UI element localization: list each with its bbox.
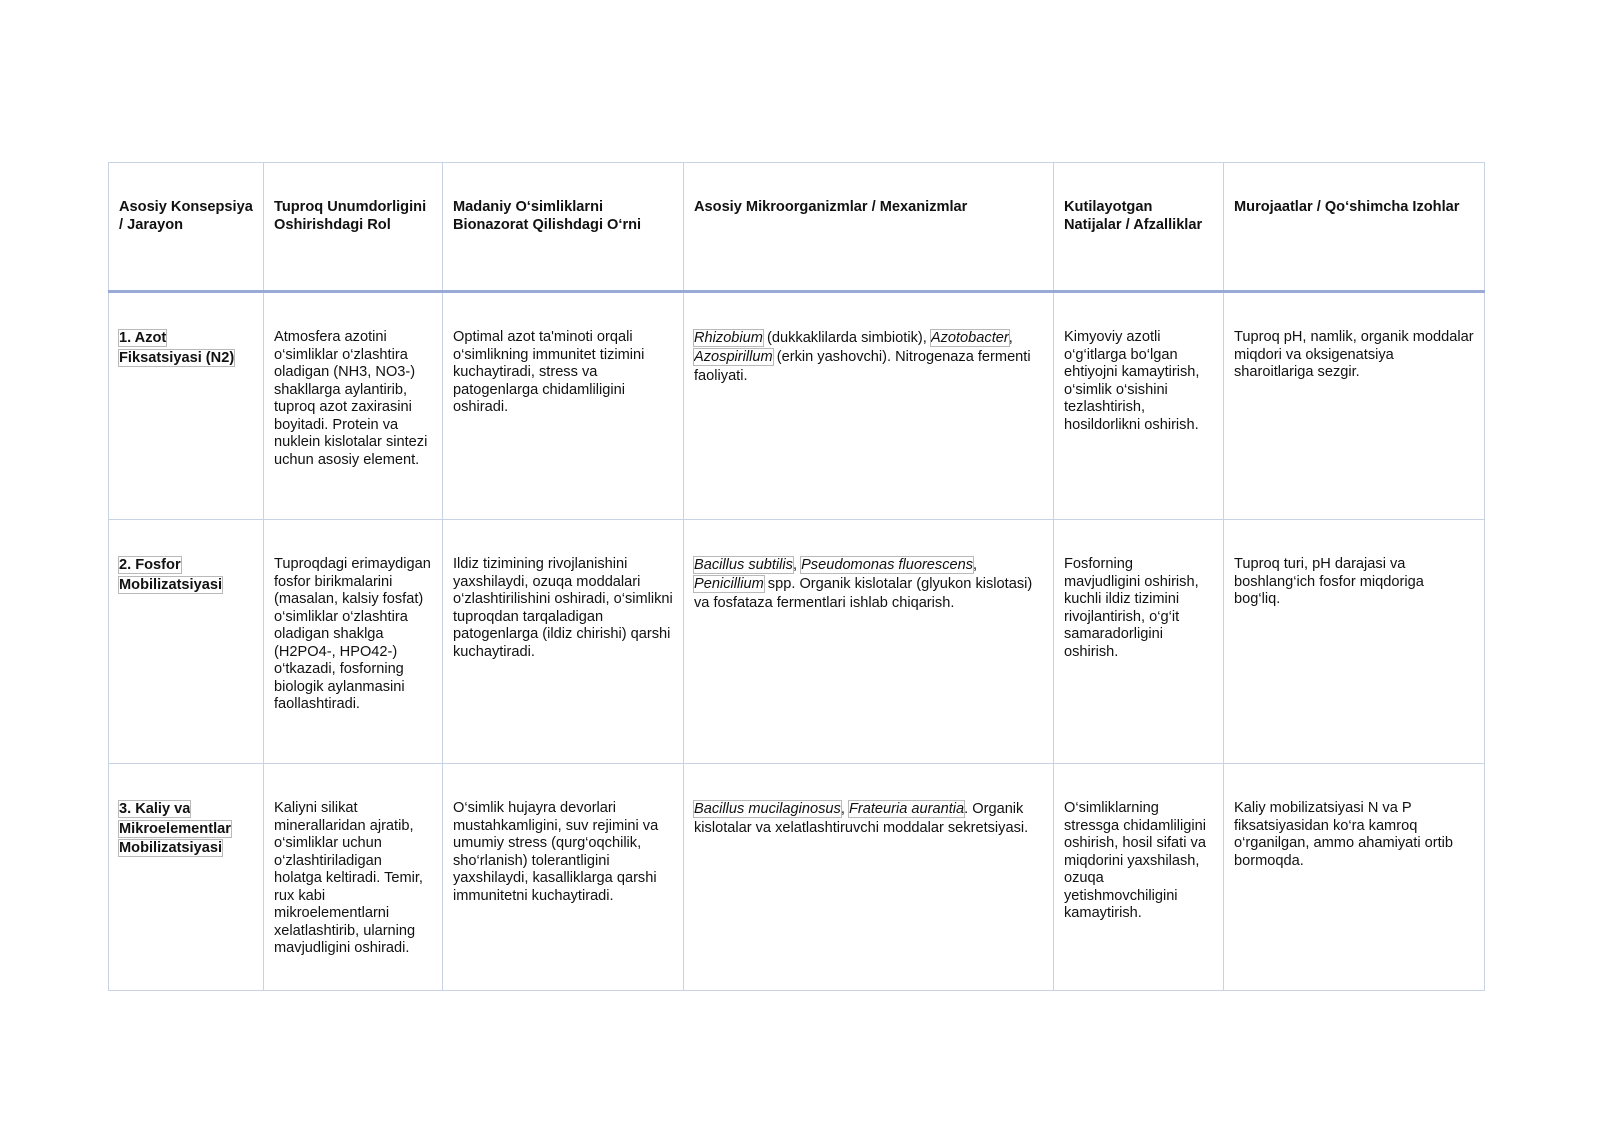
organism-link[interactable]: Pseudomonas fluorescens (801, 557, 974, 573)
organism-link[interactable]: Penicillium (694, 576, 764, 592)
mechanism-text: spp. Organik kislotalar (glyukon kislotasi) va fosfataza fermentlari ishlab chiqarish. (694, 576, 1033, 611)
cell-concept (109, 292, 264, 520)
header-mechanisms: Asosiy Mikroorganizmlar / Mexanizmlar (684, 163, 1054, 292)
mechanism-text: , (1008, 330, 1013, 346)
table-row (109, 292, 1485, 520)
cell-notes: Kaliy mobilizatsiyasi N va P fiksatsiyasidan ko‘ra kamroq o‘rganilgan, ammo ahamiyati ortib bormoqda. (1224, 764, 1485, 991)
cell-concept (109, 520, 264, 764)
cell-outcomes: Fosforning mavjudligini oshirish, kuchli ildiz tizimini rivojlantirish, o‘g‘it samaradorligini oshirish. (1054, 520, 1224, 764)
concept-label[interactable]: 1. Azot Fiksatsiyasi (N2) (119, 330, 235, 366)
cell-soil-role: Atmosfera azotini o‘simliklar o‘zlashtira oladigan (NH3, NO3-) shakllarga aylantirib, tuproq azot zaxirasini boyitadi. Protein va nuklein kislotalar sintezi uchun asosiy element. (264, 292, 443, 520)
mechanism-text: , (840, 801, 849, 817)
organism-link[interactable]: Bacillus subtilis (694, 557, 793, 573)
table-row (109, 520, 1485, 764)
cell-mechanisms (684, 292, 1054, 520)
concept-label[interactable]: 2. Fosfor Mobilizatsiyasi (119, 557, 222, 593)
cell-notes: Tuproq pH, namlik, organik moddalar miqdori va oksigenatsiya sharoitlariga sezgir. (1224, 292, 1485, 520)
cell-mechanisms (684, 764, 1054, 991)
header-notes: Murojaatlar / Qo‘shimcha Izohlar (1224, 163, 1485, 292)
cell-notes: Tuproq turi, pH darajasi va boshlang‘ich fosfor miqdoriga bog‘liq. (1224, 520, 1485, 764)
header-biocontrol: Madaniy O‘simliklarni Bionazorat Qilishdagi O‘rni (443, 163, 684, 292)
mechanism-text: , (973, 557, 978, 573)
header-concept: Asosiy Konsepsiya / Jarayon (109, 163, 264, 292)
concept-label[interactable]: 3. Kaliy va Mikroelementlar Mobilizatsiyasi (119, 801, 231, 856)
cell-biocontrol: Ildiz tizimining rivojlanishini yaxshilaydi, ozuqa moddalari o‘zlashtirilishini oshiradi, o‘simlikni tuproqdan tarqaladigan patogenlarga (ildiz chirishi) qarshi kuchaytiradi. (443, 520, 684, 764)
header-outcomes: Kutilayotgan Natijalar / Afzalliklar (1054, 163, 1224, 292)
knowledge-table (108, 162, 1485, 991)
cell-soil-role: Kaliyni silikat minerallaridan ajratib, o‘simliklar uchun o‘zlashtiriladigan holatga keltiradi. Temir, rux kabi mikroelementlarni xelatlashtirib, ularning mavjudligini oshiradi. (264, 764, 443, 991)
organism-link[interactable]: Azospirillum (694, 349, 773, 365)
organism-link[interactable]: Rhizobium (694, 330, 763, 346)
organism-link[interactable]: Bacillus mucilaginosus (694, 801, 841, 817)
header-soil-role: Tuproq Unumdorligini Oshirishdagi Rol (264, 163, 443, 292)
table-row (109, 764, 1485, 991)
organism-link[interactable]: Frateuria aurantia (848, 801, 965, 817)
mechanism-text: . Organik kislotalar va xelatlashtiruvchi moddalar sekretsiyasi. (694, 801, 1029, 836)
cell-mechanisms (684, 520, 1054, 764)
cell-biocontrol: Optimal azot ta'minoti orqali o‘simlikning immunitet tizimini kuchaytiradi, stress va patogenlarga chidamliligini oshiradi. (443, 292, 684, 520)
cell-biocontrol: O‘simlik hujayra devorlari mustahkamligini, suv rejimini va umumiy stress (qurg‘oqchilik, sho‘rlanish) tolerantligini yaxshilaydi, kasalliklarga qarshi immunitetni kuchaytiradi. (443, 764, 684, 991)
cell-outcomes: O‘simliklarning stressga chidamliligini oshirish, hosil sifati va miqdorini yaxshilash, ozuqa yetishmovchiligini kamaytirish. (1054, 764, 1224, 991)
table-header-row (109, 163, 1485, 292)
mechanism-text: , (792, 557, 802, 573)
mechanism-text: (erkin yashovchi). Nitrogenaza fermenti faoliyati. (694, 349, 1031, 384)
cell-soil-role: Tuproqdagi erimaydigan fosfor birikmalarini (masalan, kalsiy fosfat) o‘simliklar o‘zlashtira oladigan shaklga (H2PO4-, HPO42-) o‘tkazadi, fosforning biologik aylanmasini faollashtiradi. (264, 520, 443, 764)
organism-link[interactable]: Azotobacter (930, 330, 1009, 346)
mechanism-text: (dukkaklilarda simbiotik), (762, 330, 931, 346)
cell-concept (109, 764, 264, 991)
cell-outcomes: Kimyoviy azotli o‘g‘itlarga bo‘lgan ehtiyojni kamaytirish, o‘simlik o‘sishini tezlashtirish, hosildorlikni oshirish. (1054, 292, 1224, 520)
